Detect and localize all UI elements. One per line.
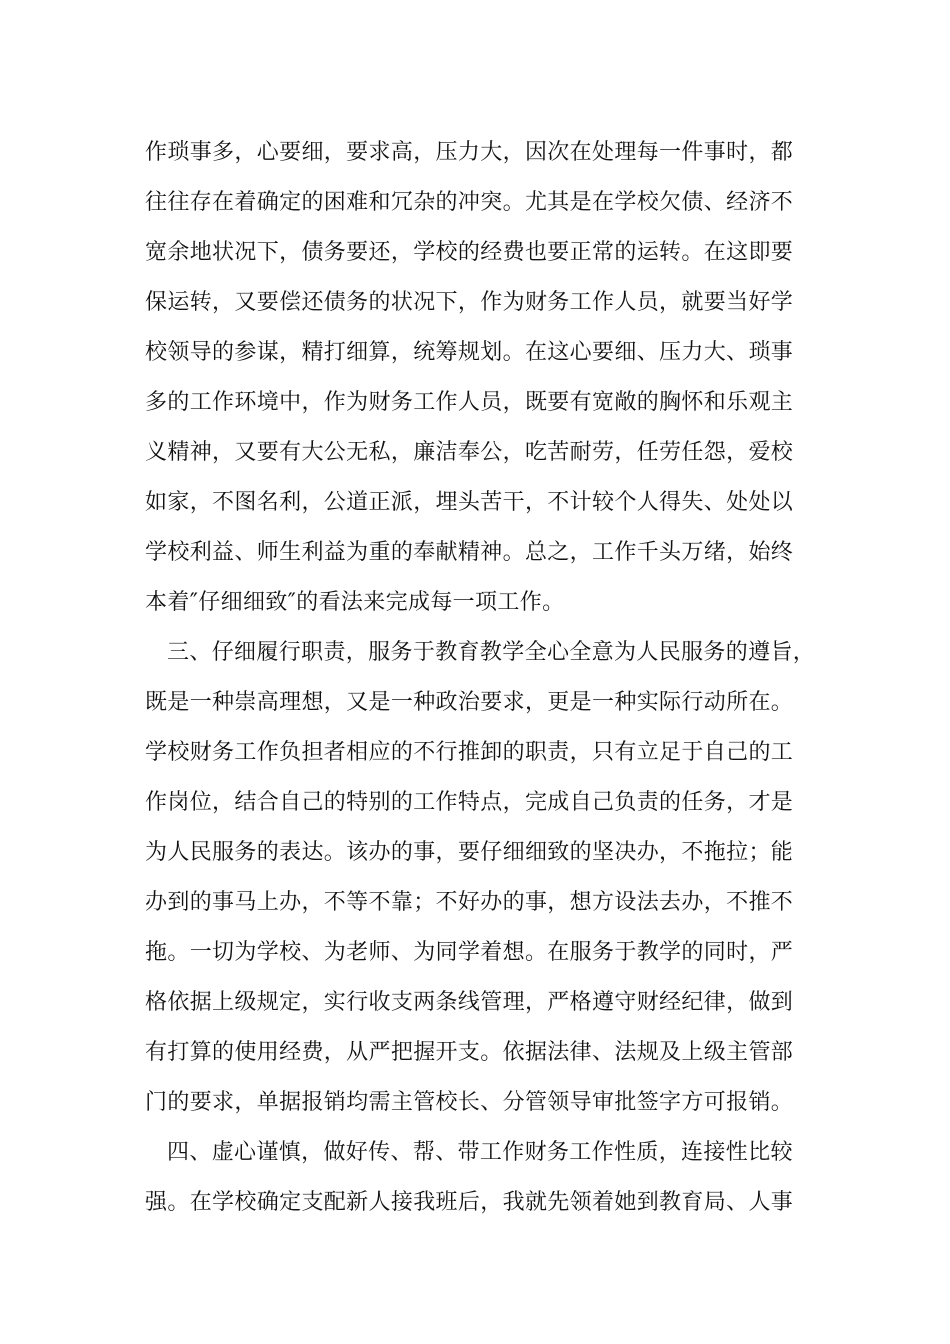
text-line: 办到的事马上办，不等不靠；不好办的事，想方设法去办，不推不 (145, 890, 794, 915)
text-line: 学校财务工作负担者相应的不行推卸的职责，只有立足于自己的工 (145, 740, 794, 765)
text-line: 门的要求，单据报销均需主管校长、分管领导审批签字方可报销。 (145, 1090, 794, 1115)
paragraph-start-line: 三、仔细履行职责，服务于教育教学全心全意为人民服务的遵旨， (167, 640, 816, 665)
text-line: 既是一种崇高理想，又是一种政治要求，更是一种实际行动所在。 (145, 690, 794, 715)
text-line: 学校利益、师生利益为重的奉献精神。总之，工作千头万绪，始终 (145, 540, 794, 565)
text-line: 如家，不图名利，公道正派，埋头苦干，不计较个人得失、处处以 (145, 490, 794, 515)
text-line: 有打算的使用经费，从严把握开支。依据法律、法规及上级主管部 (145, 1040, 794, 1065)
text-line: 为人民服务的表达。该办的事，要仔细细致的坚决办，不拖拉；能 (145, 840, 794, 865)
text-line: 多的工作环境中，作为财务工作人员，既要有宽敞的胸怀和乐观主 (145, 390, 794, 415)
paragraph-start-line: 四、虚心谨慎，做好传、帮、带工作财务工作性质，连接性比较 (167, 1140, 793, 1165)
text-line: 往往存在着确定的困难和冗杂的冲突。尤其是在学校欠债、经济不 (145, 190, 794, 215)
text-line: 保运转，又要偿还债务的状况下，作为财务工作人员，就要当好学 (145, 290, 794, 315)
body-text (145, 128, 815, 1228)
text-line: 强。在学校确定支配新人接我班后，我就先领着她到教育局、人事 (145, 1190, 794, 1215)
text-line: 拖。一切为学校、为老师、为同学着想。在服务于教学的同时，严 (145, 940, 794, 965)
text-line: 宽余地状况下，债务要还，学校的经费也要正常的运转。在这即要 (145, 240, 794, 265)
text-line: 作琐事多，心要细，要求高，压力大，因次在处理每一件事时，都 (145, 140, 794, 165)
text-line: 校领导的参谋，精打细算，统筹规划。在这心要细、压力大、琐事 (145, 340, 794, 365)
text-line: 本着″仔细细致″的看法来完成每一项工作。 (145, 590, 565, 615)
text-line: 作岗位，结合自己的特别的工作特点，完成自己负责的任务，才是 (145, 790, 794, 815)
text-line: 格依据上级规定，实行收支两条线管理，严格遵守财经纪律，做到 (145, 990, 794, 1015)
text-line: 义精神，又要有大公无私，廉洁奉公，吃苦耐劳，任劳任怨，爱校 (145, 440, 794, 465)
